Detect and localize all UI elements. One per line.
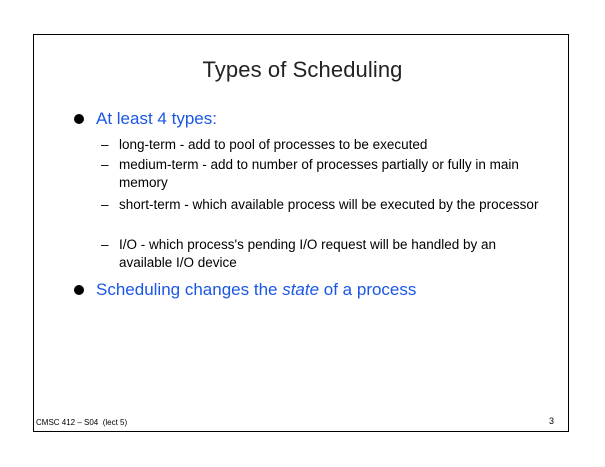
- bullet-dot-icon: [74, 114, 84, 124]
- bullet-dot-icon: [74, 285, 84, 295]
- sub-item-io: [101, 236, 541, 272]
- sub-item-text: medium-term - add to number of processes partially or fully in main memory: [119, 157, 519, 190]
- bullet-text: At least 4 types:: [96, 109, 217, 128]
- dash-icon: –: [101, 137, 109, 152]
- sub-item-long-term: [101, 136, 541, 154]
- dash-icon: –: [101, 237, 109, 252]
- sub-item-text: long-term - add to pool of processes to be executed: [119, 137, 428, 152]
- sub-item-text: short-term - which available process will be executed by the processor: [119, 197, 539, 212]
- bullet-text-part: of a process: [319, 280, 417, 299]
- dash-icon: –: [101, 157, 109, 172]
- dash-icon: –: [101, 197, 109, 212]
- bullet-text: [96, 279, 416, 301]
- sub-item-short-term: [101, 196, 541, 214]
- sub-item-medium-term: [101, 156, 541, 192]
- footer-course-label: CMSC 412 – S04 (lect 5): [36, 418, 128, 427]
- bullet-text-part: Scheduling changes the: [96, 280, 283, 299]
- bullet-item-types: [74, 108, 217, 130]
- slide-title: Types of Scheduling: [202, 57, 403, 82]
- sub-item-text: I/O - which process's pending I/O request will be handled by an available I/O device: [119, 237, 497, 270]
- slide-frame: [33, 34, 569, 432]
- page-number: 3: [549, 416, 555, 426]
- bullet-item-state: [74, 279, 416, 301]
- emphasis-state: state: [282, 280, 320, 299]
